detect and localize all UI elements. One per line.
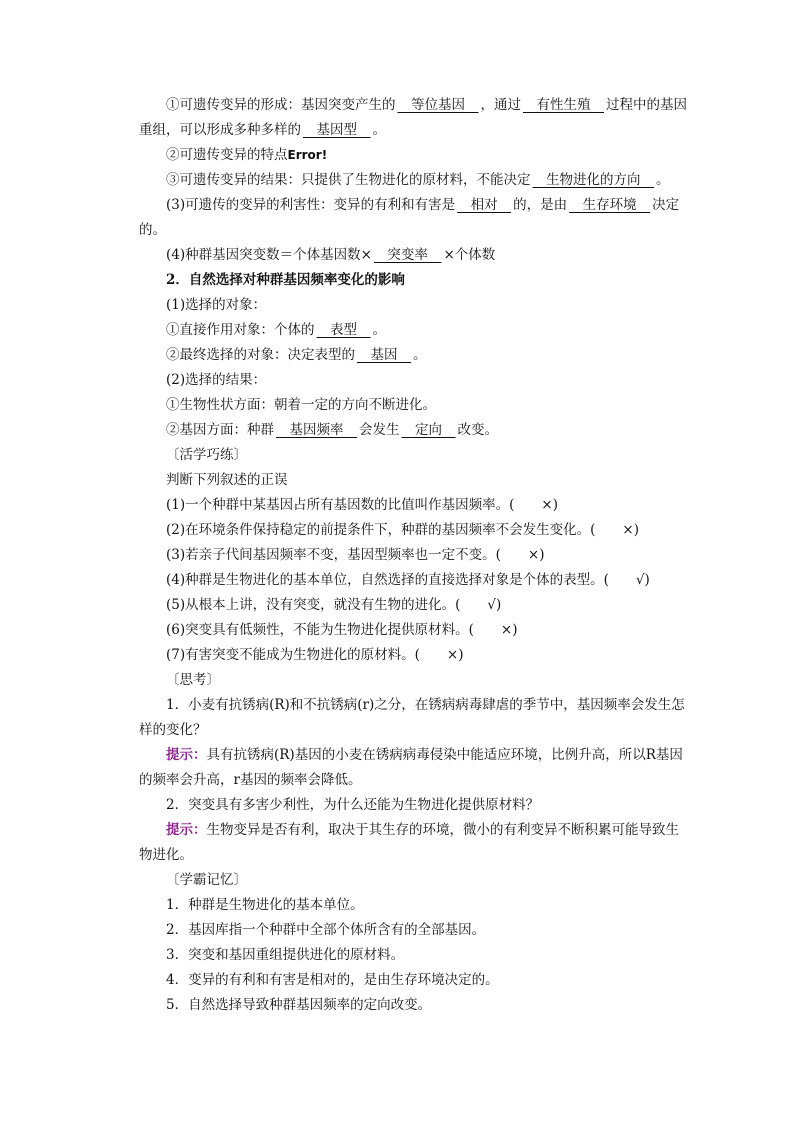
hint-label: 提示： [166, 822, 207, 838]
paragraph-selection-object: (1)选择的对象： [166, 297, 267, 313]
paren-close: ) [496, 597, 502, 613]
blank-answer: 定向 [401, 422, 456, 438]
paragraph-trait-aspect: ①生物性状方面：朝着一定的方向不断进化。 [166, 397, 436, 413]
blank-answer: 等位基因 [397, 97, 479, 113]
judgment-item [139, 618, 687, 643]
question-2: 2．突变具有多害少利性，为什么还能为生物进化提供原材料？ [166, 797, 540, 813]
blank-answer: 突变率 [373, 247, 442, 263]
text: 的，是由 [513, 197, 568, 213]
judgment-item [139, 493, 687, 518]
judgment-mark: × [541, 497, 553, 513]
paragraph-mutation-count [139, 243, 687, 268]
judgment-mark: √ [487, 597, 496, 613]
judgment-mark: × [500, 622, 513, 638]
blank-answer: 相对 [457, 197, 512, 213]
paragraph-direct-object [139, 318, 687, 343]
paren-close: ) [552, 497, 558, 513]
judgment-text: (2)在环境条件保持稳定的前提条件下，种群的基因频率不会发生变化。( [166, 522, 596, 538]
text: 。 [413, 347, 427, 363]
text: 。 [372, 322, 386, 338]
judgment-text: (5)从根本上讲，没有突变，就没有生物的进化。( [166, 597, 461, 613]
paragraph-final-object [139, 343, 687, 368]
error-field: Error! [287, 148, 328, 162]
blank-answer: 基因型 [303, 122, 371, 138]
paragraph-gene-aspect [139, 418, 687, 443]
text: ②最终选择的对象：决定表型的 [166, 347, 355, 363]
judgment-mark: × [446, 647, 459, 663]
blank-answer: 生物进化的方向 [532, 172, 654, 188]
practice-intro: 判断下列叙述的正误 [166, 472, 288, 488]
judgment-text: (4)种群是生物进化的基本单位，自然选择的直接选择对象是个体的表型。( [166, 572, 609, 588]
text: ①可遗传变异的形成：基因突变产生的 [166, 97, 396, 113]
judgment-item [139, 543, 687, 568]
text: 重组，可以形成多种多样的 [139, 122, 301, 138]
document-content [139, 93, 687, 1018]
memory-item: 2．基因库指一个种群中全部个体所含有的全部基因。 [166, 922, 486, 938]
section-label-practice: 〔活学巧练〕 [166, 447, 247, 463]
text: ×个体数 [443, 247, 496, 263]
text: ，通过 [480, 97, 521, 113]
memory-item: 1．种群是生物进化的基本单位。 [166, 897, 364, 913]
judgment-text: (6)突变具有低频性，不能为生物进化提供原材料。( [166, 622, 474, 638]
judgment-item [139, 568, 687, 593]
text: (4)种群基因突变数＝个体基因数× [166, 247, 372, 263]
paragraph-variation-features [139, 143, 687, 168]
text: 。 [656, 172, 670, 188]
judgment-text: (7)有害突变不能成为生物进化的原材料。( [166, 647, 420, 663]
paren-close: ) [512, 622, 518, 638]
memory-item: 3．突变和基因重组提供进化的原材料。 [166, 947, 405, 963]
paren-close: ) [539, 547, 545, 563]
judgment-item [139, 643, 687, 668]
question-1: 1．小麦有抗锈病(R)和不抗锈病(r)之分，在锈病病毒肆虐的季节中，基因频率会发生怎样的变化？ [139, 697, 685, 738]
paragraph-variation-result [139, 168, 687, 193]
text: (3)可遗传的变异的利害性：变异的有利和有害是 [166, 197, 456, 213]
answer-text: 具有抗锈病(R)基因的小麦在锈病病毒侵染中能适应环境，比例升高，所以R基因的频率会升高，r基因的频率会降低。 [139, 747, 683, 788]
text: 会发生 [359, 422, 400, 438]
paren-close: ) [633, 522, 639, 538]
hint-label: 提示： [166, 747, 207, 763]
text: ②可遗传变异的特点 [166, 147, 288, 163]
text: ②基因方面：种群 [166, 422, 274, 438]
paren-close: ) [644, 572, 650, 588]
section-heading-selection: 2．自然选择对种群基因频率变化的影响 [166, 272, 405, 288]
paragraph-selection-result: (2)选择的结果： [166, 372, 267, 388]
blank-answer: 生存环境 [569, 197, 651, 213]
section-label-think: 〔思考〕 [166, 672, 220, 688]
judgment-mark: √ [635, 572, 645, 588]
text: 决定的。 [139, 197, 680, 238]
judgment-item [139, 518, 687, 543]
memory-item: 5．自然选择导致种群基因频率的定向改变。 [166, 997, 432, 1013]
answer-2 [139, 818, 687, 868]
judgment-item [139, 593, 687, 618]
paragraph-variation-formation-cont [139, 118, 687, 143]
answer-text: 生物变异是否有利，取决于其生存的环境，微小的有利变异不断积累可能导致生物进化。 [139, 822, 679, 863]
blank-answer: 基因频率 [276, 422, 357, 438]
paragraph-variation-formation [139, 93, 687, 118]
blank-answer: 基因 [357, 347, 411, 363]
judgment-text: (1)一个种群中某基因占所有基因数的比值叫作基因频率。( [166, 497, 515, 513]
answer-1 [139, 743, 687, 793]
paren-close: ) [458, 647, 464, 663]
blank-answer: 有性生殖 [523, 97, 604, 113]
text: ①直接作用对象：个体的 [166, 322, 315, 338]
judgment-text: (3)若亲子代间基因频率不变，基因型频率也一定不变。( [166, 547, 501, 563]
section-label-memory: 〔学霸记忆〕 [166, 872, 247, 888]
blank-answer: 表型 [316, 322, 371, 338]
judgment-mark: × [527, 547, 540, 563]
text: 。 [372, 122, 386, 138]
text: ③可遗传变异的结果：只提供了生物进化的原材料，不能决定 [166, 172, 531, 188]
paragraph-variation-benefit [139, 193, 687, 243]
judgment-list [139, 493, 687, 668]
memory-item: 4．变异的有利和有害是相对的，是由生存环境决定的。 [166, 972, 499, 988]
judgment-mark: × [622, 522, 634, 538]
memory-list [139, 893, 687, 1018]
text: 过程中的基因 [606, 97, 687, 113]
text: 改变。 [457, 422, 498, 438]
